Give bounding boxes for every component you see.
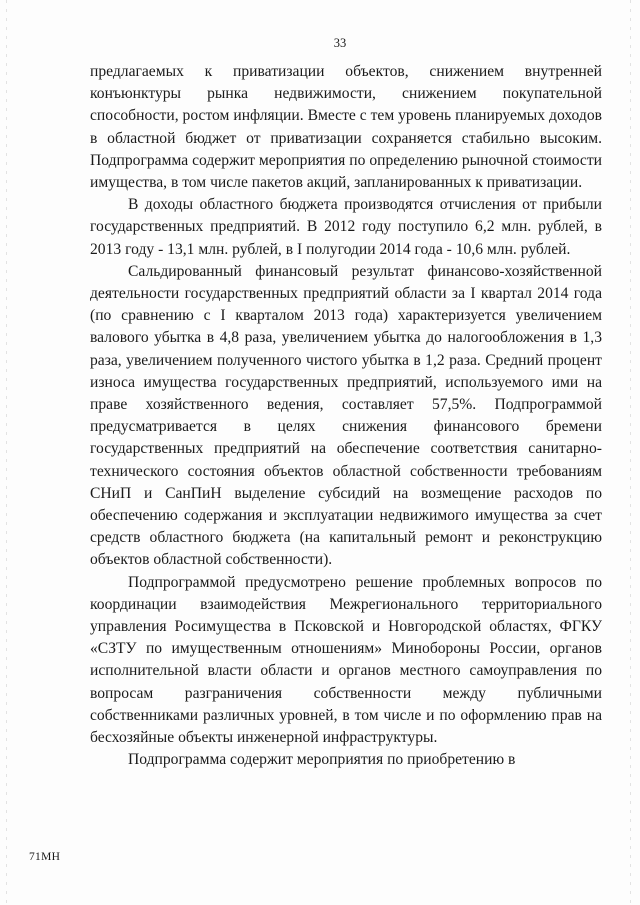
paragraph-continuation: предлагаемых к приватизации объектов, снижением внутренней конъюнктуры рынка недвижимости, снижением покупательной способности, ростом инфляции. Вместе с тем уровень планируемых доходов в областной бюджет от приватизации сохраняется стабильно высоким. Подпрограмма содержит мероприятия по определению рыночной стоимости имущества, в том числе пакетов акций, запланированных к приватизации. — [90, 63, 602, 192]
footer-code: 71МН — [29, 851, 61, 863]
document-body — [90, 61, 602, 772]
paragraph-financial-result: Сальдированный финансовый результат финансово-хозяйственной деятельности государственных предприятий области за I квартал 2014 года (по сравнению с I кварталом 2013 года) характеризуется увеличением валового убытка в 4,8 раза, увеличением убытка до налогообложения в 1,3 раза, увеличением полученного чистого убытка в 1,2 раза. Средний процент износа имущества государственных предприятий, используемого ими на праве хозяйственного ведения, составляет 57,5%. Подпрограммой предусматривается в целях снижения финансового бремени государственных предприятий на обеспечение соответствия санитарно-технического состояния объектов областной собственности требованиям СНиП и СанПиН выделение субсидий на возмещение расходов по обеспечению содержания и эксплуатации недвижимого имущества за счет средств областного бюджета (на капитальный ремонт и реконструкцию объектов областной собственности). — [90, 262, 602, 569]
paragraph-coordination: Подпрограммой предусмотрено решение проблемных вопросов по координации взаимодействия Межрегионального территориального управления Росимущества в Псковской и Новгородской областях, ФГКУ «СЗТУ по имущественным отношениям» Минобороны России, органов исполнительной власти области и органов местного самоуправления по вопросам разграничения собственности между публичными собственниками различных уровней, в том числе и по оформлению прав на бесхозяйные объекты инженерной инфраструктуры. — [90, 573, 602, 747]
scan-edge-left — [6, 0, 7, 905]
paragraph-profit-deductions: В доходы областного бюджета производятся отчисления от прибыли государственных предприятий. В 2012 году поступило 6,2 млн. рублей, в 2013 году - 13,1 млн. рублей, в I полугодии 2014 года - 10,6 млн. рублей. — [90, 196, 602, 258]
paragraph-acquisition: Подпрограмма содержит мероприятия по приобретению в — [128, 751, 516, 769]
scan-edge-right — [630, 0, 631, 905]
page-number: 33 — [333, 36, 347, 50]
